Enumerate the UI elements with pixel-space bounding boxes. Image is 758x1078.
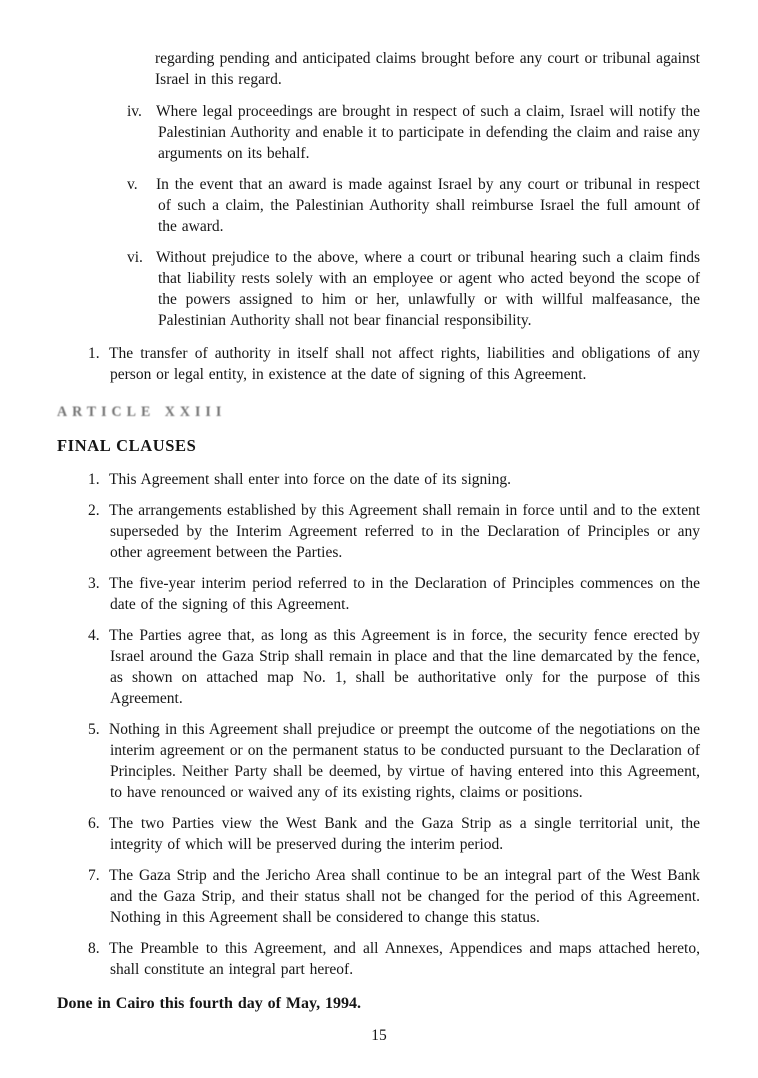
final-clause-7 (57, 865, 700, 928)
list-item-text: The five-year interim period referred to in the Declaration of Principles commences on the date of the signing of this Agreement. (109, 575, 700, 613)
list-marker: 5. (88, 721, 100, 738)
list-item-text: Without prejudice to the above, where a court or tribunal hearing such a claim finds that liability rests solely with an employee or agent who acted beyond the scope of the powers assigned to him or her, unlawfully or with willful malfeasance, the Palestinian Authority shall not bear financial responsibility. (156, 249, 700, 329)
done-in-cairo-line: Done in Cairo this fourth day of May, 1994. (57, 995, 362, 1012)
list-item-roman-vi (57, 247, 700, 331)
list-marker: 8. (88, 940, 100, 957)
list-marker: 7. (88, 867, 100, 884)
final-clause-2 (57, 500, 700, 563)
list-item-text: Nothing in this Agreement shall prejudice or preempt the outcome of the negotiations on the interim agreement or on the permanent status to be conducted pursuant to the Declaration of Principles. Neither Party shall be deemed, by virtue of having entered into this Agreement, to have renounced or waived any of its existing rights, claims or positions. (109, 721, 700, 801)
list-item-text: The transfer of authority in itself shall not affect rights, liabilities and obligations of any person or legal entity, in existence at the date of signing of this Agreement. (109, 345, 700, 383)
section-heading: FINAL CLAUSES (57, 436, 197, 455)
list-item-text: In the event that an award is made against Israel by any court or tribunal in respect of such a claim, the Palestinian Authority shall reimburse Israel the full amount of the award. (156, 176, 700, 235)
list-item-text: The arrangements established by this Agreement shall remain in force until and to the extent superseded by the Interim Agreement referred to in the Declaration of Principles or any other agreement between the Parties. (109, 502, 700, 561)
list-marker: 1. (88, 345, 100, 362)
list-item-text: Where legal proceedings are brought in respect of such a claim, Israel will notify the Palestinian Authority and enable it to participate in defending the claim and raise any arguments on its behalf. (156, 103, 700, 162)
list-marker: v. (127, 176, 138, 193)
list-marker: 2. (88, 502, 100, 519)
final-clause-6 (57, 813, 700, 855)
final-clause-5 (57, 719, 700, 803)
list-item-text: The Parties agree that, as long as this Agreement is in force, the security fence erected by Israel around the Gaza Strip shall remain in place and that the line demarcated by the fence, as shown on attached map No. 1, shall be authoritative only for the purpose of this Agreement. (109, 627, 700, 707)
list-marker: 1. (88, 471, 100, 488)
list-marker: 3. (88, 575, 100, 592)
list-item-roman-iv (57, 101, 700, 164)
list-marker: vi. (127, 249, 143, 266)
list-item-text: The Preamble to this Agreement, and all Annexes, Appendices and maps attached hereto, shall constitute an integral part hereof. (109, 940, 700, 978)
page-number: 15 (371, 1027, 387, 1044)
list-item-transfer (57, 343, 700, 385)
list-item-roman-v (57, 174, 700, 237)
final-clause-3 (57, 573, 700, 615)
article-heading-faded: ARTICLE XXIII (57, 404, 227, 421)
final-clause-8 (57, 938, 700, 980)
list-item-text: This Agreement shall enter into force on the date of its signing. (109, 471, 511, 488)
final-clause-1 (57, 469, 700, 490)
list-item-text: The Gaza Strip and the Jericho Area shall continue to be an integral part of the West Bank and the Gaza Strip, and their status shall not be changed for the period of this Agreement. Nothing in this Agreement shall be considered to change this status. (109, 867, 700, 926)
paragraph-continuation: regarding pending and anticipated claims brought before any court or tribunal against Israel in this regard. (155, 50, 700, 88)
list-marker: 6. (88, 815, 100, 832)
list-marker: 4. (88, 627, 100, 644)
list-marker: iv. (127, 103, 142, 120)
final-clause-4 (57, 625, 700, 709)
list-item-text: The two Parties view the West Bank and the Gaza Strip as a single territorial unit, the integrity of which will be preserved during the interim period. (109, 815, 700, 853)
